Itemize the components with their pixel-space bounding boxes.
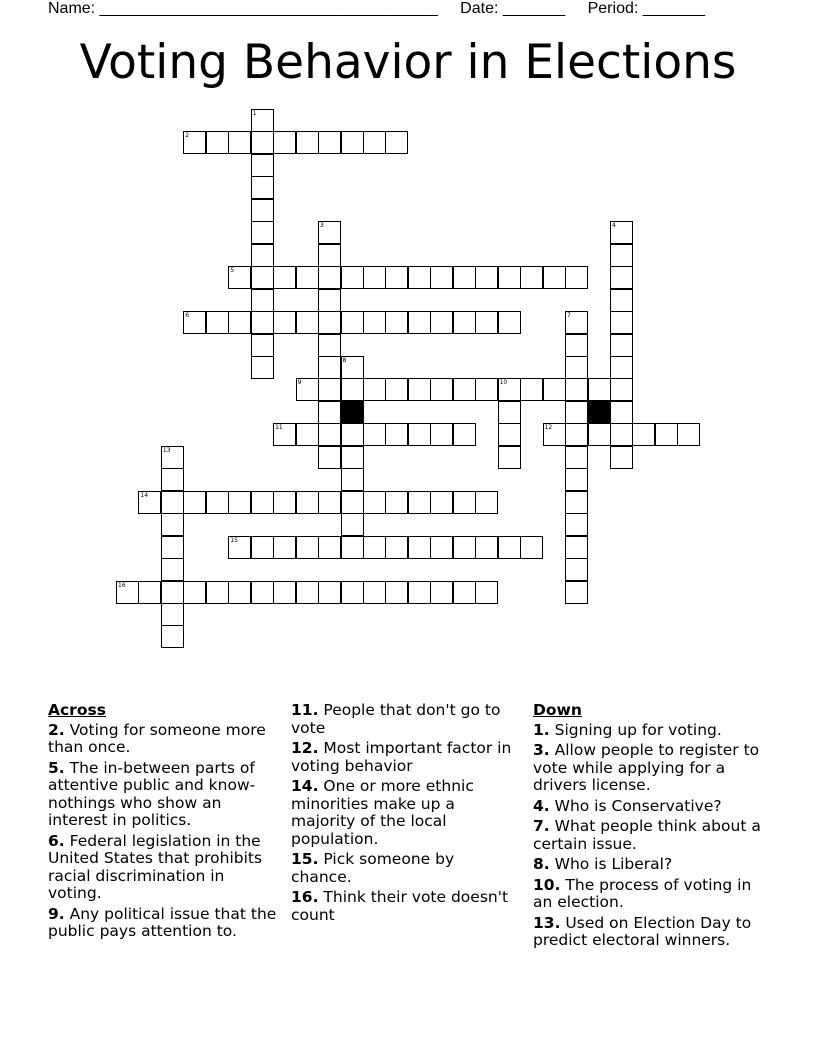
crossword-cell[interactable] bbox=[565, 266, 588, 289]
crossword-cell[interactable] bbox=[610, 266, 633, 289]
crossword-cell[interactable] bbox=[632, 423, 655, 446]
crossword-cell[interactable] bbox=[430, 536, 453, 559]
crossword-cell[interactable] bbox=[296, 266, 319, 289]
clue-down-13: 13. Used on Election Day to predict electoral winners. bbox=[533, 913, 752, 949]
clue-number: 14 bbox=[140, 491, 149, 499]
crossword-cell[interactable] bbox=[206, 131, 229, 154]
crossword-cell[interactable] bbox=[296, 311, 319, 334]
crossword-cell[interactable] bbox=[228, 491, 251, 514]
crossword-cell[interactable] bbox=[565, 401, 588, 424]
clue-down-3: 3. Allow people to register to vote while applying for a drivers license. bbox=[533, 741, 760, 794]
crossword-cell[interactable] bbox=[610, 244, 633, 267]
down-heading: Down bbox=[533, 701, 582, 719]
crossword-cell[interactable] bbox=[565, 536, 588, 559]
crossword-cell[interactable] bbox=[475, 581, 498, 604]
clue-number: 5 bbox=[230, 267, 235, 275]
crossword-cell[interactable] bbox=[430, 378, 453, 401]
clue-number: 7 bbox=[567, 312, 571, 319]
crossword-cell[interactable] bbox=[251, 536, 274, 559]
crossword-cell[interactable] bbox=[318, 581, 341, 604]
clue-number: 3 bbox=[320, 222, 324, 230]
crossword-cell[interactable] bbox=[543, 378, 566, 401]
crossword-cell[interactable] bbox=[341, 266, 364, 289]
crossword-cell[interactable] bbox=[228, 266, 251, 289]
clue-number: 15 bbox=[230, 536, 238, 544]
crossword-cell[interactable] bbox=[363, 378, 386, 401]
crossword-cell[interactable] bbox=[161, 513, 184, 536]
clue-down-10: 10. The process of voting in an election. bbox=[533, 875, 752, 911]
crossword-cell[interactable] bbox=[498, 311, 521, 334]
crossword-cell[interactable] bbox=[228, 581, 251, 604]
crossword-cell[interactable] bbox=[161, 536, 184, 559]
crossword-cell[interactable] bbox=[363, 266, 386, 289]
crossword-cell[interactable] bbox=[318, 244, 341, 267]
crossword-cell[interactable] bbox=[251, 356, 274, 379]
page-title: Voting Behavior in Elections bbox=[79, 35, 737, 90]
crossword-cell[interactable] bbox=[363, 536, 386, 559]
crossword-cell[interactable] bbox=[116, 581, 139, 604]
clue-number: 12 bbox=[544, 424, 553, 432]
crossword-cell[interactable] bbox=[138, 581, 161, 604]
crossword-cell[interactable] bbox=[341, 536, 364, 559]
crossword-cell[interactable] bbox=[341, 311, 364, 334]
crossword-cell[interactable] bbox=[273, 266, 296, 289]
crossword-cell[interactable] bbox=[565, 334, 588, 357]
crossword-cell[interactable] bbox=[183, 311, 206, 334]
crossword-cell[interactable] bbox=[520, 266, 543, 289]
crossword-cell[interactable] bbox=[341, 468, 364, 491]
crossword-cell[interactable] bbox=[161, 468, 184, 491]
black-square bbox=[588, 401, 611, 424]
crossword-cell[interactable] bbox=[296, 581, 319, 604]
down-clues-column bbox=[533, 702, 765, 953]
crossword-cell[interactable] bbox=[363, 311, 386, 334]
clue-down-8: 8. Who is Liberal? bbox=[533, 855, 673, 873]
crossword-cell[interactable] bbox=[183, 581, 206, 604]
crossword-cell[interactable] bbox=[273, 581, 296, 604]
crossword-cell[interactable] bbox=[318, 401, 341, 424]
clue-number: 13 bbox=[162, 446, 171, 454]
crossword-cell[interactable] bbox=[161, 558, 184, 581]
crossword-cell[interactable] bbox=[453, 536, 476, 559]
crossword-cell[interactable] bbox=[273, 131, 296, 154]
crossword-cell[interactable] bbox=[430, 311, 453, 334]
crossword-cell[interactable] bbox=[318, 289, 341, 312]
date-field-label[interactable]: Date: _______ bbox=[460, 0, 566, 17]
crossword-cell[interactable] bbox=[296, 423, 319, 446]
crossword-cell[interactable] bbox=[385, 378, 408, 401]
crossword-cell[interactable] bbox=[341, 513, 364, 536]
crossword-cell[interactable] bbox=[430, 581, 453, 604]
crossword-cell[interactable] bbox=[408, 581, 431, 604]
crossword-cell[interactable] bbox=[363, 131, 386, 154]
clue-across-12: 12. Most important factor in voting behavior bbox=[291, 739, 512, 775]
across-clues-column-2 bbox=[291, 702, 517, 927]
crossword-cell[interactable] bbox=[318, 334, 341, 357]
crossword-cell[interactable] bbox=[588, 423, 611, 446]
crossword-cell[interactable] bbox=[498, 446, 521, 469]
crossword-cell[interactable] bbox=[610, 378, 633, 401]
crossword-cell[interactable] bbox=[183, 491, 206, 514]
crossword-cell[interactable] bbox=[296, 131, 319, 154]
crossword-cell[interactable] bbox=[475, 378, 498, 401]
clue-number: 4 bbox=[611, 222, 616, 230]
crossword-cell[interactable] bbox=[251, 581, 274, 604]
clue-number: 10 bbox=[499, 379, 508, 387]
crossword-cell[interactable] bbox=[341, 423, 364, 446]
crossword-cell[interactable] bbox=[251, 311, 274, 334]
crossword-cell[interactable] bbox=[453, 423, 476, 446]
crossword-cell[interactable] bbox=[610, 423, 633, 446]
crossword-cell[interactable] bbox=[498, 423, 521, 446]
crossword-cell[interactable] bbox=[385, 581, 408, 604]
crossword-cell[interactable] bbox=[565, 446, 588, 469]
crossword-cell[interactable] bbox=[341, 491, 364, 514]
crossword-cell[interactable] bbox=[251, 109, 274, 132]
black-square bbox=[341, 401, 364, 424]
name-field-label[interactable]: Name: ______________________________________ bbox=[48, 0, 438, 17]
crossword-cell[interactable] bbox=[565, 356, 588, 379]
crossword-cell[interactable] bbox=[161, 491, 184, 514]
crossword-cell[interactable] bbox=[498, 378, 521, 401]
clue-across-11: 11. People that don't go to vote bbox=[291, 701, 501, 737]
crossword-cell[interactable] bbox=[228, 536, 251, 559]
crossword-cell[interactable] bbox=[565, 558, 588, 581]
crossword-cell[interactable] bbox=[385, 423, 408, 446]
crossword-cell[interactable] bbox=[318, 491, 341, 514]
crossword-cell[interactable] bbox=[318, 131, 341, 154]
clue-across-2: 2. Voting for someone more than once. bbox=[48, 720, 266, 756]
crossword-cell[interactable] bbox=[655, 423, 678, 446]
clue-number: 8 bbox=[342, 356, 347, 364]
crossword-cell[interactable] bbox=[161, 603, 184, 626]
crossword-cell[interactable] bbox=[318, 356, 341, 379]
crossword-cell[interactable] bbox=[363, 491, 386, 514]
crossword-cell[interactable] bbox=[543, 423, 566, 446]
crossword-cell[interactable] bbox=[183, 131, 206, 154]
clue-number: 9 bbox=[297, 379, 302, 387]
crossword-cell[interactable] bbox=[206, 311, 229, 334]
crossword-cell[interactable] bbox=[251, 334, 274, 357]
clue-number: 6 bbox=[185, 312, 190, 319]
crossword-cell[interactable] bbox=[251, 199, 274, 222]
crossword-cell[interactable] bbox=[610, 334, 633, 357]
crossword-cell[interactable] bbox=[251, 221, 274, 244]
crossword-cell[interactable] bbox=[588, 378, 611, 401]
clue-number: 16 bbox=[118, 581, 126, 589]
crossword-cell[interactable] bbox=[273, 423, 296, 446]
clue-down-1: 1. Signing up for voting. bbox=[533, 720, 722, 739]
crossword-cell[interactable] bbox=[341, 446, 364, 469]
crossword-cell[interactable] bbox=[385, 131, 408, 154]
crossword-cell[interactable] bbox=[453, 581, 476, 604]
crossword-cell[interactable] bbox=[408, 311, 431, 334]
crossword-cell[interactable] bbox=[206, 581, 229, 604]
crossword-cell[interactable] bbox=[475, 536, 498, 559]
clue-across-14: 14. One or more ethnic minorities make up a majority of the local population. bbox=[291, 777, 474, 848]
crossword-cell[interactable] bbox=[318, 446, 341, 469]
crossword-cell[interactable] bbox=[498, 536, 521, 559]
crossword-cell[interactable] bbox=[610, 289, 633, 312]
crossword-cell[interactable] bbox=[251, 176, 274, 199]
crossword-cell[interactable] bbox=[610, 356, 633, 379]
crossword-cell[interactable] bbox=[475, 491, 498, 514]
crossword-cell[interactable] bbox=[565, 468, 588, 491]
crossword-cell[interactable] bbox=[408, 491, 431, 514]
crossword-cell[interactable] bbox=[341, 356, 364, 379]
crossword-cell[interactable] bbox=[475, 266, 498, 289]
crossword-cell[interactable] bbox=[610, 221, 633, 244]
crossword-cell[interactable] bbox=[318, 423, 341, 446]
clue-down-7: 7. What people think about a certain issue. bbox=[533, 817, 761, 853]
crossword-cell[interactable] bbox=[318, 221, 341, 244]
crossword-cell[interactable] bbox=[408, 266, 431, 289]
clue-number: 1 bbox=[252, 110, 257, 117]
clue-number: 2 bbox=[185, 132, 190, 140]
clue-down-4: 4. Who is Conservative? bbox=[533, 796, 722, 815]
crossword-cell[interactable] bbox=[385, 266, 408, 289]
crossword-cell[interactable] bbox=[453, 266, 476, 289]
crossword-cell[interactable] bbox=[251, 131, 274, 154]
crossword-cell[interactable] bbox=[565, 378, 588, 401]
crossword-cell[interactable] bbox=[273, 536, 296, 559]
crossword-cell[interactable] bbox=[251, 244, 274, 267]
across-clues-column-1 bbox=[48, 702, 280, 944]
crossword-cell[interactable] bbox=[565, 491, 588, 514]
crossword-cell[interactable] bbox=[408, 378, 431, 401]
crossword-cell[interactable] bbox=[475, 311, 498, 334]
crossword-cell[interactable] bbox=[430, 266, 453, 289]
crossword-cell[interactable] bbox=[296, 491, 319, 514]
crossword-cell[interactable] bbox=[498, 266, 521, 289]
clue-number: 11 bbox=[275, 424, 283, 432]
crossword-cell[interactable] bbox=[520, 378, 543, 401]
crossword-cell[interactable] bbox=[565, 423, 588, 446]
crossword-cell[interactable] bbox=[251, 266, 274, 289]
clue-across-5: 5. The in-between parts of attentive public and know-nothings who show an interest in politics. bbox=[48, 758, 256, 829]
crossword-cell[interactable] bbox=[430, 423, 453, 446]
crossword-cell[interactable] bbox=[318, 378, 341, 401]
crossword-cell[interactable] bbox=[677, 423, 700, 446]
crossword-cell[interactable] bbox=[161, 625, 184, 648]
crossword-cell[interactable] bbox=[363, 423, 386, 446]
crossword-cell[interactable] bbox=[610, 401, 633, 424]
crossword-cell[interactable] bbox=[318, 311, 341, 334]
crossword-cell[interactable] bbox=[228, 131, 251, 154]
crossword-cell[interactable] bbox=[273, 311, 296, 334]
crossword-cell[interactable] bbox=[296, 378, 319, 401]
clue-across-6: 6. Federal legislation in the United States that prohibits racial discrimination in voting. bbox=[48, 831, 263, 902]
crossword-cell[interactable] bbox=[251, 491, 274, 514]
crossword-cell[interactable] bbox=[543, 266, 566, 289]
crossword-cell[interactable] bbox=[453, 491, 476, 514]
crossword-cell[interactable] bbox=[341, 378, 364, 401]
crossword-cell[interactable] bbox=[273, 491, 296, 514]
crossword-cell[interactable] bbox=[318, 266, 341, 289]
clue-across-16: 16. Think their vote doesn't count bbox=[291, 888, 509, 924]
crossword-cell[interactable] bbox=[565, 311, 588, 334]
clue-across-9: 9. Any political issue that the public pays attention to. bbox=[48, 904, 277, 940]
crossword-cell[interactable] bbox=[296, 536, 319, 559]
crossword-cell[interactable] bbox=[341, 581, 364, 604]
crossword-cell[interactable] bbox=[498, 401, 521, 424]
crossword-cell[interactable] bbox=[251, 289, 274, 312]
crossword-cell[interactable] bbox=[520, 536, 543, 559]
crossword-cell[interactable] bbox=[453, 311, 476, 334]
crossword-cell[interactable] bbox=[565, 513, 588, 536]
crossword-cell[interactable] bbox=[453, 378, 476, 401]
period-field-label[interactable]: Period: _______ bbox=[587, 0, 706, 17]
crossword-cell[interactable] bbox=[610, 311, 633, 334]
crossword-cell[interactable] bbox=[161, 446, 184, 469]
crossword-cell[interactable] bbox=[363, 581, 386, 604]
crossword-cell[interactable] bbox=[161, 581, 184, 604]
crossword-cell[interactable] bbox=[318, 536, 341, 559]
crossword-cell[interactable] bbox=[385, 491, 408, 514]
crossword-cell[interactable] bbox=[206, 491, 229, 514]
across-heading: Across bbox=[48, 701, 106, 719]
crossword-cell[interactable] bbox=[138, 491, 161, 514]
crossword-cell[interactable] bbox=[341, 131, 364, 154]
clue-across-15: 15. Pick someone by chance. bbox=[291, 850, 455, 886]
crossword-cell[interactable] bbox=[408, 536, 431, 559]
crossword-cell[interactable] bbox=[610, 446, 633, 469]
crossword-cell[interactable] bbox=[565, 581, 588, 604]
crossword-cell[interactable] bbox=[228, 311, 251, 334]
crossword-cell[interactable] bbox=[430, 491, 453, 514]
crossword-cell[interactable] bbox=[251, 154, 274, 177]
crossword-cell[interactable] bbox=[385, 536, 408, 559]
crossword-cell[interactable] bbox=[385, 311, 408, 334]
crossword-cell[interactable] bbox=[408, 423, 431, 446]
